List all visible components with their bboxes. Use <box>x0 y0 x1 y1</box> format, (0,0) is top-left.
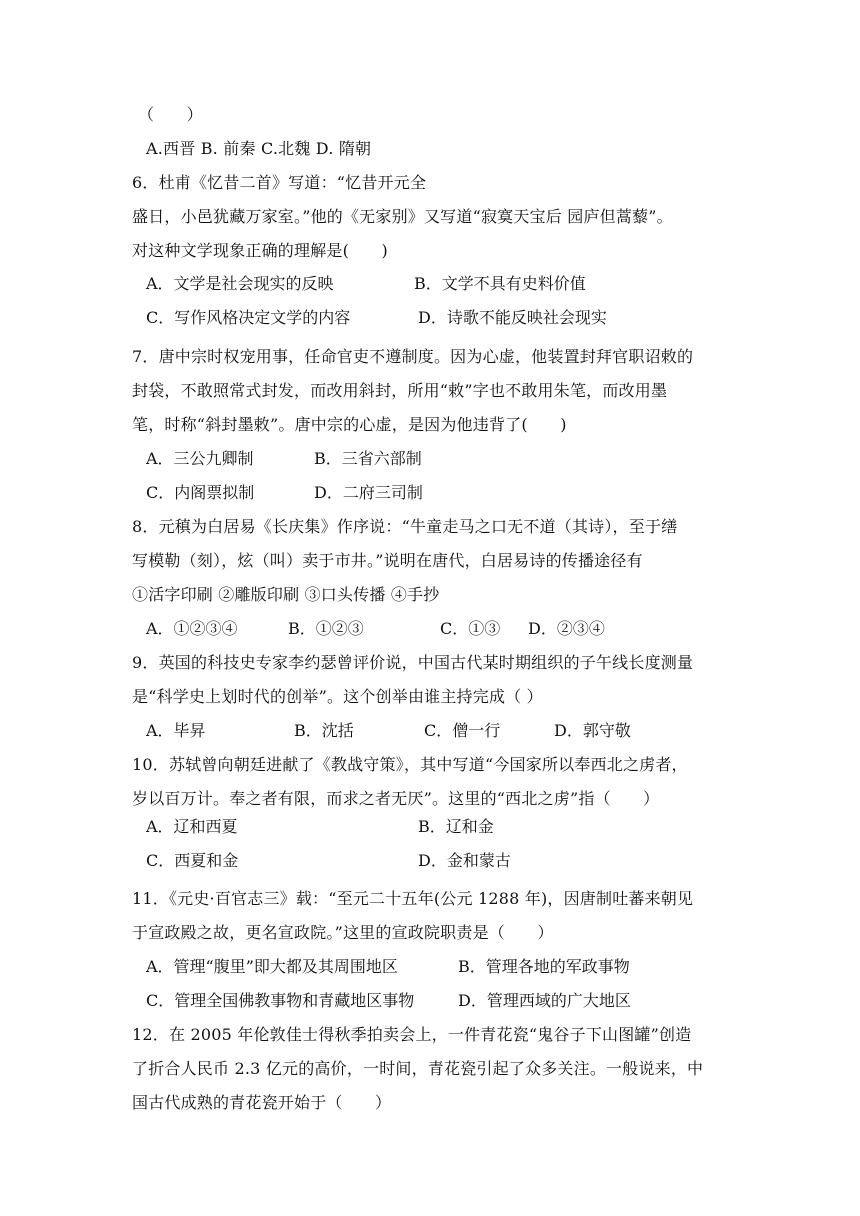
q8-line-1: 8．元稹为白居易《长庆集》作序说：“牛童走马之口无不道（其诗），至于缮 <box>132 517 678 536</box>
q11-option-b: B．管理各地的军政事物 <box>458 957 630 976</box>
q5-paren: （ ） <box>138 105 203 124</box>
q6-option-a: A．文学是社会现实的反映 <box>146 274 334 293</box>
q6-option-d: D．诗歌不能反映社会现实 <box>418 308 607 327</box>
q7-option-b: B．三省六部制 <box>314 449 422 468</box>
q6-line-1: 6．杜甫《忆昔二首》写道：“忆昔开元全 <box>132 173 427 192</box>
q7-line-1: 7．唐中宗时权宠用事，任命官吏不遵制度。因为心虚，他装置封拜官职诏敕的 <box>132 347 694 366</box>
q9-option-c: C．僧一行 <box>424 721 501 740</box>
q9-line-1: 9．英国的科技史专家李约瑟曾评价说，中国古代某时期组织的子午线长度测量 <box>132 653 694 672</box>
q12-line-1: 12．在 2005 年伦敦佳士得秋季拍卖会上，一件青花瓷“鬼谷子下山图罐”创造 <box>132 1025 692 1044</box>
q5-options: A.西晋 B. 前秦 C.北魏 D. 隋朝 <box>146 139 372 158</box>
q8-option-a: A．①②③④ <box>146 619 238 638</box>
q11-line-1: 11．《元史·百官志三》载：“至元二十五年(公元 1288 年)，因唐制吐蕃来朝见 <box>132 889 694 908</box>
q7-option-a: A．三公九卿制 <box>146 449 254 468</box>
q11-option-d: D．管理西域的广大地区 <box>458 991 631 1010</box>
q9-option-d: D．郭守敬 <box>554 721 631 740</box>
q11-option-a: A．管理“腹里”即大都及其周围地区 <box>146 957 398 976</box>
q10-option-b: B．辽和金 <box>418 817 494 836</box>
q10-option-c: C．西夏和金 <box>146 851 239 870</box>
q7-line-2: 封袋，不敢照常式封发，而改用斜封，所用“敕”字也不敢用朱笔，而改用墨 <box>132 381 668 400</box>
q8-option-c: C．①③ <box>440 619 501 638</box>
q6-line-2: 盛日，小邑犹藏万家室。”他的《无家别》又写道“寂寞天宝后 园庐但蒿藜”。 <box>132 207 673 226</box>
q10-line-1: 10．苏轼曾向朝廷进献了《教战守策》，其中写道“今国家所以奉西北之虏者， <box>132 755 688 774</box>
q9-line-2: 是“科学史上划时代的创举”。这个创举由谁主持完成（ ） <box>132 687 543 706</box>
q6-option-b: B．文学不具有史料价值 <box>414 274 586 293</box>
q8-line-3: ①活字印刷 ②雕版印刷 ③口头传播 ④手抄 <box>132 585 440 604</box>
q9-option-b: B．沈括 <box>294 721 354 740</box>
q11-option-c: C．管理全国佛教事物和青藏地区事物 <box>146 991 415 1010</box>
q9-option-a: A．毕昇 <box>146 721 206 740</box>
q10-line-2: 岁以百万计。奉之者有限，而求之者无厌”。这里的“西北之虏”指（ ） <box>132 789 660 808</box>
q12-line-3: 国古代成熟的青花瓷开始于（ ） <box>132 1093 392 1112</box>
q8-option-d: D．②③④ <box>528 619 605 638</box>
q8-line-2: 写模勒（刻），炫（叫）卖于市井。”说明在唐代，白居易诗的传播途径有 <box>132 551 643 570</box>
q10-option-d: D．金和蒙古 <box>418 851 511 870</box>
q7-line-3: 笔，时称“斜封墨敕”。唐中宗的心虚，是因为他违背了( ) <box>132 415 567 434</box>
q12-line-2: 了折合人民币 2.3 亿元的高价，一时间，青花瓷引起了众多关注。一般说来，中 <box>132 1059 704 1078</box>
q6-option-c: C．写作风格决定文学的内容 <box>146 308 351 327</box>
q7-option-d: D．二府三司制 <box>314 483 423 502</box>
q8-option-b: B．①②③ <box>288 619 364 638</box>
q11-line-2: 于宣政殿之故，更名宣政院。”这里的宣政院职责是（ ） <box>132 923 554 942</box>
q7-option-c: C．内阁票拟制 <box>146 483 255 502</box>
q10-option-a: A．辽和西夏 <box>146 817 238 836</box>
q6-line-3: 对这种文学现象正确的理解是( ) <box>132 241 388 260</box>
